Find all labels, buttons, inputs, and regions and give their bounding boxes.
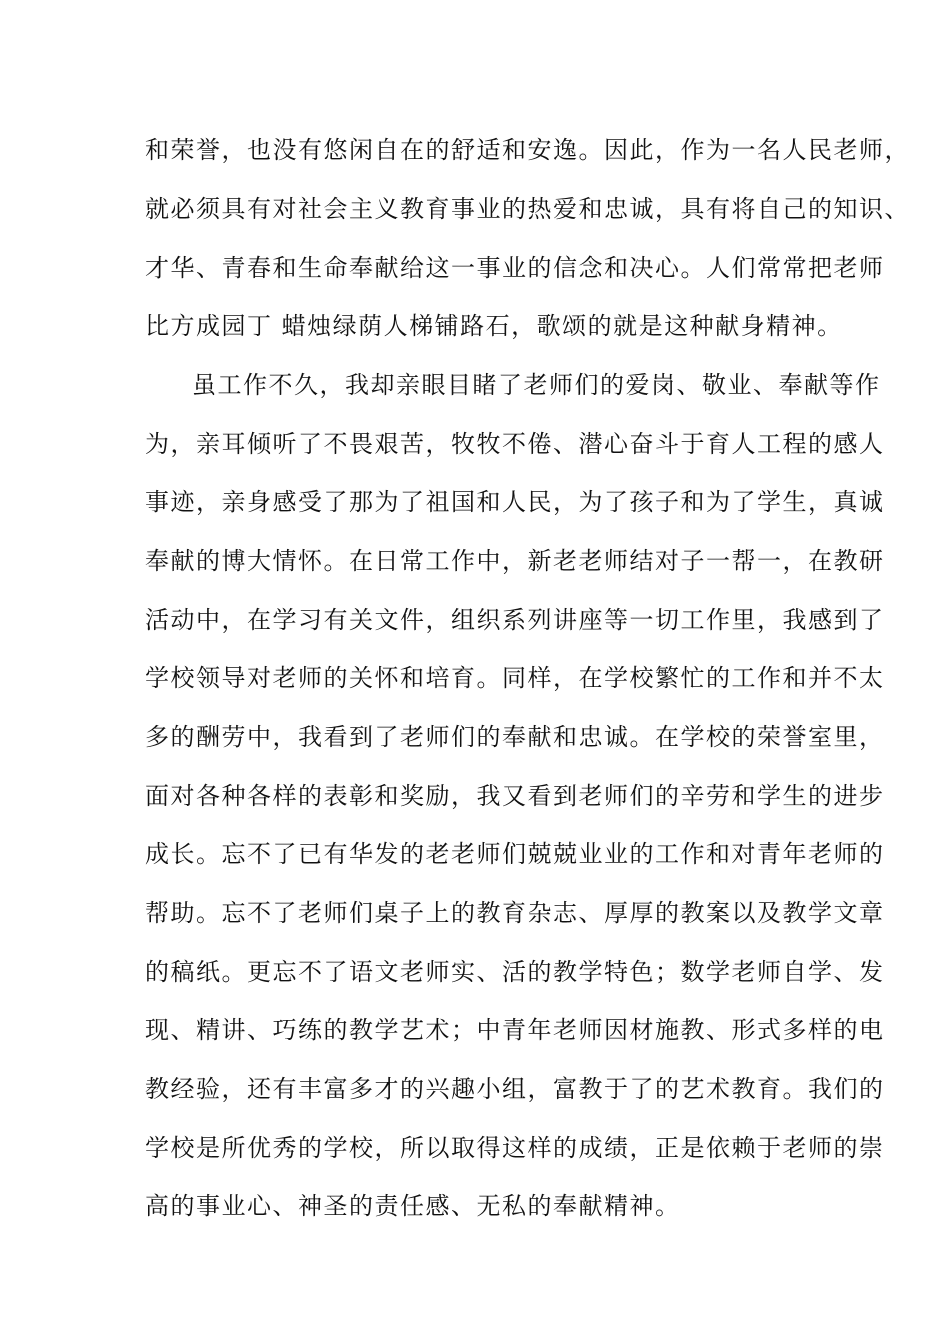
paragraph-1-line-4: 比方成园丁 蜡烛绿荫人梯铺路石，歌颂的就是这种献身精神。 [145,312,843,340]
paragraph-2-line-8: 面对各种各样的表彰和奖励，我又看到老师们的辛劳和学生的进步 [145,782,885,810]
paragraph-1-line-3: 才华、青春和生命奉献给这一事业的信念和决心。人们常常把老师 [145,254,885,282]
paragraph-2-line-5: 活动中，在学习有关文件，组织系列讲座等一切工作里，我感到了 [145,606,885,634]
paragraph-2-line-14: 学校是所优秀的学校，所以取得这样的成绩，正是依赖于老师的崇 [145,1134,885,1162]
paragraph-2-line-3: 事迹，亲身感受了那为了祖国和人民，为了孩子和为了学生，真诚 [145,488,885,516]
paragraph-2-line-12: 现、精讲、巧练的教学艺术；中青年老师因材施教、形式多样的电 [145,1016,885,1044]
paragraph-2-line-13: 教经验，还有丰富多才的兴趣小组，富教于了的艺术教育。我们的 [145,1075,885,1103]
paragraph-2-line-4: 奉献的博大情怀。在日常工作中，新老老师结对子一帮一，在教研 [145,547,885,575]
paragraph-2-line-11: 的稿纸。更忘不了语文老师实、活的教学特色；数学老师自学、发 [145,958,885,986]
paragraph-2-line-10: 帮助。忘不了老师们桌子上的教育杂志、厚厚的教案以及教学文章 [145,899,885,927]
paragraph-2-line-2: 为，亲耳倾听了不畏艰苦，牧牧不倦、潜心奋斗于育人工程的感人 [145,430,885,458]
paragraph-2-line-15: 高的事业心、神圣的责任感、无私的奉献精神。 [145,1192,681,1220]
paragraph-1-line-2: 就必须具有对社会主义教育事业的热爱和忠诚，具有将自己的知识、 [145,195,910,223]
paragraph-2-line-6: 学校领导对老师的关怀和培育。同样，在学校繁忙的工作和并不太 [145,664,885,692]
paragraph-2-line-7: 多的酬劳中，我看到了老师们的奉献和忠诚。在学校的荣誉室里， [145,723,885,751]
paragraph-2-line-1: 虽工作不久，我却亲眼目睹了老师们的爱岗、敬业、奉献等作 [192,371,881,399]
paragraph-2-line-9: 成长。忘不了已有华发的老老师们兢兢业业的工作和对青年老师的 [145,840,885,868]
paragraph-1-line-1: 和荣誉，也没有悠闲自在的舒适和安逸。因此，作为一名人民老师， [145,136,910,164]
